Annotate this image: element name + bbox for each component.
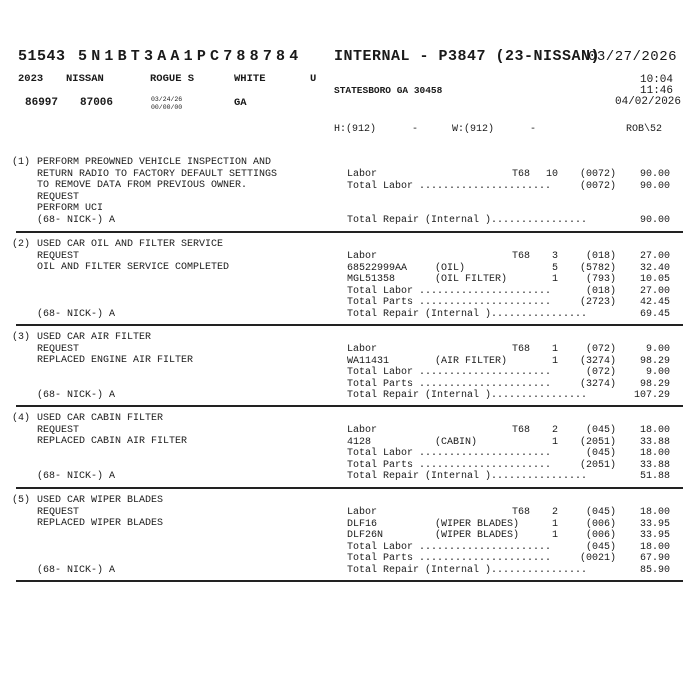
row-label: Total Labor ...................... bbox=[347, 448, 552, 460]
desc-line: REQUEST bbox=[37, 343, 80, 355]
cost-code: (2723) bbox=[579, 297, 616, 309]
desc-line: REQUEST bbox=[37, 191, 80, 203]
amount: 67.90 bbox=[639, 553, 670, 565]
desc-line: REPLACED ENGINE AIR FILTER bbox=[37, 355, 194, 367]
cost-code: (018) bbox=[585, 251, 616, 262]
date-small-2: 00/00/00 bbox=[151, 104, 183, 111]
row-label: Labor bbox=[347, 507, 378, 518]
row-label: Total Repair (Internal )................ bbox=[347, 215, 588, 226]
home-phone-dash: - bbox=[412, 124, 419, 135]
row-label: Total Parts ...................... bbox=[347, 459, 552, 471]
cost-code: (018) bbox=[585, 285, 616, 297]
time-out: 11:46 bbox=[640, 85, 674, 97]
cost-code: (3274) bbox=[579, 355, 616, 367]
total-parts-row bbox=[0, 297, 688, 309]
tech-id: (68- NICK-) A bbox=[37, 215, 116, 226]
desc-line: REQUEST bbox=[37, 506, 80, 518]
row-label: Labor bbox=[347, 169, 378, 180]
labor-row bbox=[0, 169, 688, 181]
cost-code: (006) bbox=[585, 530, 616, 542]
section-divider bbox=[16, 580, 683, 582]
amount: 33.88 bbox=[639, 436, 670, 448]
tech-id: (68- NICK-) A bbox=[37, 564, 116, 576]
desc-line: USED CAR OIL AND FILTER SERVICE bbox=[37, 239, 224, 250]
row-label: Total Labor ...................... bbox=[347, 180, 552, 192]
amount: 10.05 bbox=[639, 274, 670, 286]
part-row bbox=[0, 519, 688, 531]
date-top: 03/27/2026 bbox=[588, 49, 678, 65]
date-bottom: 04/02/2026 bbox=[615, 96, 682, 108]
tech-id: (68- NICK-) A bbox=[37, 471, 116, 482]
row-label: Labor bbox=[347, 425, 378, 436]
labor-row bbox=[0, 344, 688, 356]
row-label: Total Repair (Internal )................ bbox=[347, 471, 588, 483]
row-label: Total Labor ...................... bbox=[347, 367, 552, 379]
part-row bbox=[0, 437, 688, 449]
total-labor-row bbox=[0, 286, 688, 298]
row-label: Labor bbox=[347, 251, 378, 262]
part-number: 4128 bbox=[347, 436, 372, 448]
hours: 10 bbox=[545, 169, 558, 180]
cost-code: (793) bbox=[585, 274, 616, 286]
desc-line: USED CAR WIPER BLADES bbox=[37, 495, 164, 506]
amount: 33.88 bbox=[639, 459, 670, 471]
row-label: Total Parts ...................... bbox=[347, 297, 552, 309]
quantity: 1 bbox=[551, 355, 558, 367]
amount: 18.00 bbox=[639, 541, 670, 553]
amount: 27.00 bbox=[639, 285, 670, 297]
section-divider bbox=[16, 487, 683, 489]
cost-code: (006) bbox=[585, 518, 616, 530]
total-parts-row bbox=[0, 379, 688, 391]
state: GA bbox=[234, 97, 247, 109]
total-amount: 51.88 bbox=[639, 471, 670, 483]
part-number: WA11431 bbox=[347, 355, 390, 367]
quantity: 1 bbox=[551, 274, 558, 286]
hours: 3 bbox=[551, 251, 558, 262]
total-parts-row bbox=[0, 553, 688, 565]
vehicle-color: WHITE bbox=[234, 73, 266, 85]
part-number: 68522999AA bbox=[347, 262, 408, 274]
vehicle-model: ROGUE S bbox=[150, 73, 195, 85]
cost-code: (0072) bbox=[579, 180, 616, 192]
desc-line: REQUEST bbox=[37, 424, 80, 436]
order-title: INTERNAL - P3847 (23-NISSAN) bbox=[334, 48, 601, 65]
total-repair-row bbox=[0, 390, 688, 402]
total-parts-row bbox=[0, 460, 688, 472]
quantity: 1 bbox=[551, 518, 558, 530]
desc-line: USED CAR AIR FILTER bbox=[37, 332, 152, 343]
tech-id: (68- NICK-) A bbox=[37, 390, 116, 401]
total-labor-row bbox=[0, 367, 688, 379]
quantity: 1 bbox=[551, 530, 558, 542]
amount: 98.29 bbox=[639, 378, 670, 390]
line-number: (5) bbox=[12, 495, 31, 506]
line-number: (3) bbox=[12, 332, 31, 343]
amount: 27.00 bbox=[639, 251, 670, 262]
cost-code: (0072) bbox=[579, 169, 616, 180]
amount: 18.00 bbox=[639, 507, 670, 518]
quantity: 5 bbox=[551, 262, 558, 274]
desc-line: PERFORM UCI bbox=[37, 203, 104, 215]
total-repair-row bbox=[0, 309, 688, 321]
section-divider bbox=[16, 405, 683, 407]
part-number: DLF26N bbox=[347, 530, 384, 542]
labor-row bbox=[0, 251, 688, 263]
hours: 2 bbox=[551, 507, 558, 518]
vehicle-year: 2023 bbox=[18, 73, 44, 85]
desc-line: OIL AND FILTER SERVICE COMPLETED bbox=[37, 262, 230, 274]
part-desc: (WIPER BLADES) bbox=[435, 530, 520, 542]
row-label: Total Labor ...................... bbox=[347, 285, 552, 297]
labor-row bbox=[0, 425, 688, 437]
desc-line: TO REMOVE DATA FROM PREVIOUS OWNER. bbox=[37, 180, 248, 192]
part-row bbox=[0, 530, 688, 542]
hours: 1 bbox=[551, 344, 558, 355]
cost-code: (045) bbox=[585, 507, 616, 518]
part-desc: (OIL) bbox=[435, 262, 466, 274]
cost-code: (045) bbox=[585, 448, 616, 460]
labor-row bbox=[0, 507, 688, 519]
hours: 2 bbox=[551, 425, 558, 436]
desc-line: REPLACED WIPER BLADES bbox=[37, 518, 164, 530]
part-desc: (AIR FILTER) bbox=[435, 355, 508, 367]
row-label: Total Repair (Internal )................ bbox=[347, 565, 588, 576]
total-labor-row bbox=[0, 181, 688, 193]
city-line: STATESBORO GA 30458 bbox=[334, 85, 443, 96]
row-label: Total Repair (Internal )................ bbox=[347, 390, 588, 402]
amount: 42.45 bbox=[639, 297, 670, 309]
tech-code: T68 bbox=[512, 251, 531, 262]
total-repair-row bbox=[0, 215, 688, 227]
amount: 98.29 bbox=[639, 355, 670, 367]
advisor: ROB\52 bbox=[626, 124, 663, 135]
cost-code: (045) bbox=[585, 425, 616, 436]
quantity: 1 bbox=[551, 436, 558, 448]
amount: 18.00 bbox=[639, 448, 670, 460]
amount: 9.00 bbox=[645, 344, 670, 355]
desc-line: REQUEST bbox=[37, 250, 80, 262]
cost-code: (2051) bbox=[579, 436, 616, 448]
cost-code: (0021) bbox=[579, 553, 616, 565]
cost-code: (3274) bbox=[579, 378, 616, 390]
work-phone-dash: - bbox=[530, 124, 537, 135]
total-amount: 107.29 bbox=[633, 390, 670, 402]
row-label: Total Parts ...................... bbox=[347, 553, 552, 565]
vehicle-make: NISSAN bbox=[66, 73, 104, 85]
amount: 18.00 bbox=[639, 425, 670, 436]
odometer-in: 86997 bbox=[25, 97, 59, 109]
time-in: 10:04 bbox=[640, 74, 674, 86]
part-desc: (OIL FILTER) bbox=[435, 274, 508, 286]
row-label: Total Labor ...................... bbox=[347, 541, 552, 553]
line-number: (4) bbox=[12, 413, 31, 424]
tech-code: T68 bbox=[512, 425, 531, 436]
cost-code: (2051) bbox=[579, 459, 616, 471]
amount: 9.00 bbox=[645, 367, 670, 379]
line-number: (2) bbox=[12, 239, 31, 250]
tech-code: T68 bbox=[512, 507, 531, 518]
desc-line: REPLACED CABIN AIR FILTER bbox=[37, 436, 188, 448]
desc-line: USED CAR CABIN FILTER bbox=[37, 413, 164, 424]
part-desc: (WIPER BLADES) bbox=[435, 518, 520, 530]
cost-code: (045) bbox=[585, 541, 616, 553]
amount: 32.40 bbox=[639, 262, 670, 274]
part-number: MGL51358 bbox=[347, 274, 396, 286]
home-phone: H:(912) bbox=[334, 124, 377, 135]
amount: 33.95 bbox=[639, 518, 670, 530]
row-label: Total Repair (Internal )................ bbox=[347, 309, 588, 320]
ro-number: 51543 bbox=[18, 48, 66, 65]
odometer-out: 87006 bbox=[80, 97, 114, 109]
cost-code: (5782) bbox=[579, 262, 616, 274]
part-row bbox=[0, 356, 688, 368]
date-small-1: 03/24/26 bbox=[151, 96, 183, 103]
total-repair-row bbox=[0, 471, 688, 483]
total-amount: 90.00 bbox=[639, 215, 670, 226]
amount: 33.95 bbox=[639, 530, 670, 542]
cost-code: (072) bbox=[585, 344, 616, 355]
section-divider bbox=[16, 324, 683, 326]
desc-line: RETURN RADIO TO FACTORY DEFAULT SETTINGS bbox=[37, 168, 278, 180]
vin: 5N1BT3AA1PC788784 bbox=[78, 48, 303, 65]
part-row bbox=[0, 263, 688, 275]
tech-code: T68 bbox=[512, 344, 531, 355]
tech-code: T68 bbox=[512, 169, 531, 180]
total-labor-row bbox=[0, 542, 688, 554]
total-repair-row bbox=[0, 565, 688, 577]
row-label: Labor bbox=[347, 344, 378, 355]
row-label: Total Parts ...................... bbox=[347, 378, 552, 390]
desc-line: PERFORM PREOWNED VEHICLE INSPECTION AND bbox=[37, 157, 272, 168]
part-desc: (CABIN) bbox=[435, 436, 478, 448]
tech-id: (68- NICK-) A bbox=[37, 308, 116, 320]
line-number: (1) bbox=[12, 157, 31, 168]
section-divider bbox=[16, 231, 683, 233]
cost-code: (072) bbox=[585, 367, 616, 379]
part-number: DLF16 bbox=[347, 518, 378, 530]
total-amount: 85.90 bbox=[639, 565, 670, 576]
work-phone: W:(912) bbox=[452, 124, 495, 135]
part-row bbox=[0, 274, 688, 286]
amount: 90.00 bbox=[639, 169, 670, 180]
vehicle-flag: U bbox=[310, 73, 317, 85]
total-amount: 69.45 bbox=[639, 309, 670, 320]
amount: 90.00 bbox=[639, 180, 670, 192]
total-labor-row bbox=[0, 448, 688, 460]
